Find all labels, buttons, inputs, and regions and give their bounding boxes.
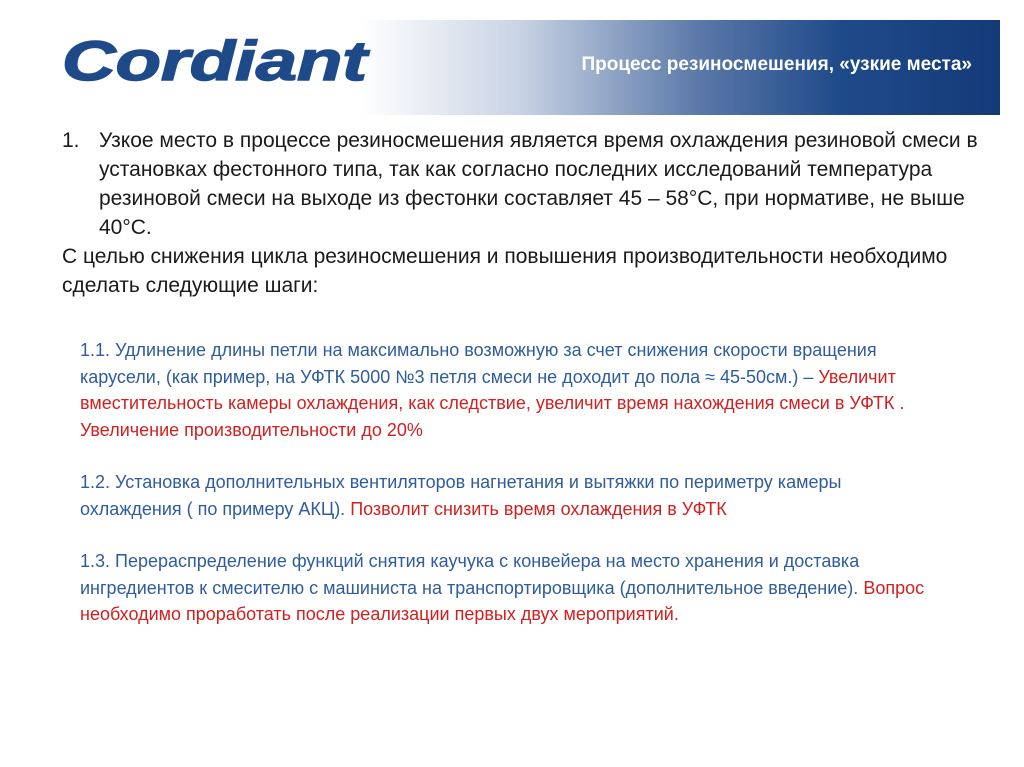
slide-header [0, 20, 1000, 115]
main-content [62, 126, 992, 300]
cordiant-logo [62, 30, 372, 88]
step-1 [80, 337, 940, 443]
item-text: Узкое место в процессе резиносмешения является время охлаждения резиновой смеси в установках фестонного типа, так как согласно последних исследований температура резиновой смеси на выходе из фестонки составляет 45 – 58°С, при нормативе, не выше 40°С. [99, 129, 978, 239]
slide-title: Процесс резиносмешения, «узкие места» [581, 54, 972, 75]
step-2-action: 1.2. Установка дополнительных вентиляторов нагнетания и вытяжки по периметру камеры охлаждения ( по примеру АКЦ). [80, 472, 842, 519]
step-2 [80, 469, 940, 522]
step-3 [80, 548, 940, 628]
numbered-item [62, 126, 992, 242]
logo-wordmark: Cordiant [62, 30, 371, 88]
step-3-result: Вопрос необходимо проработать после реализации первых двух мероприятий. [80, 577, 925, 624]
step-3-action: 1.3. Перераспределение функций снятия каучука с конвейера на место хранения и доставка ингредиентов к смесителю с машиниста на транспортировщика (дополнительное введение). [80, 551, 864, 598]
steps-list [80, 337, 940, 654]
step-2-result: Позволит снизить время охлаждения в УФТК [350, 498, 727, 519]
step-1-action: 1.1. Удлинение длины петли на максимально возможную за счет снижения скорости вращения карусели, (как пример, на УФТК 5000 №3 петля смеси не доходит до пола ≈ 45-50см.) – [80, 340, 877, 387]
step-1-result: Увеличит вместительность камеры охлаждения, как следствие, увеличит время нахождения смеси в УФТК . Увеличение производительности до 20% [80, 366, 905, 440]
item-number: 1. [62, 129, 80, 152]
followup-text: С целью снижения цикла резиносмешения и повышения производительности необходимо сделать следующие шаги: [62, 245, 948, 297]
